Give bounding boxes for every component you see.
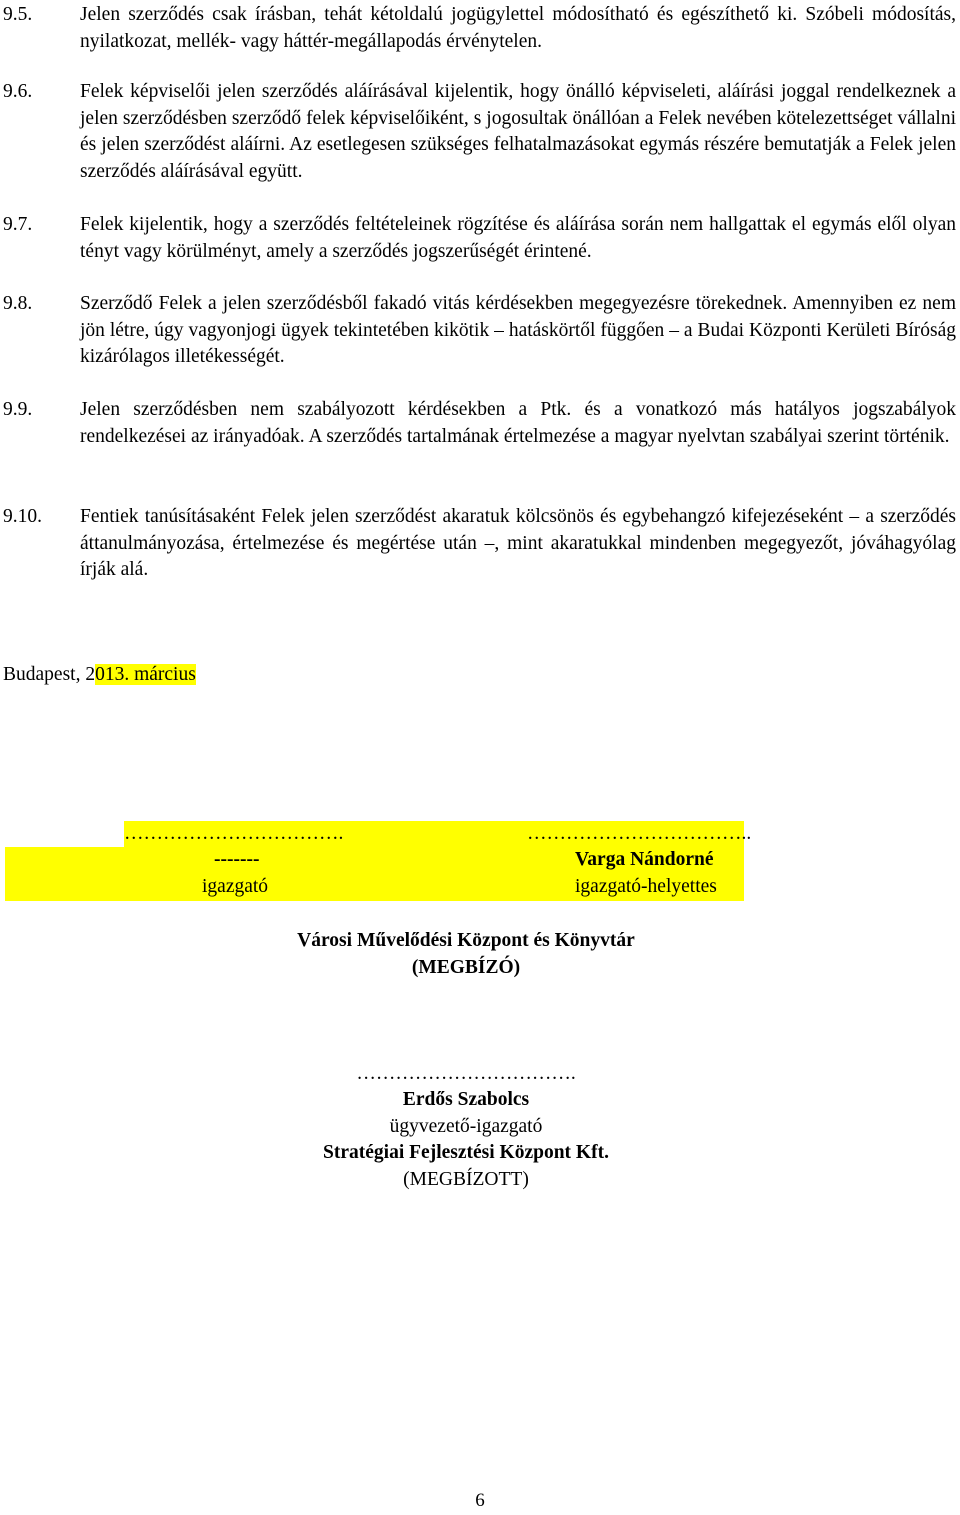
clause-text: Jelen szerződés csak írásban, tehát kétoldalú jogügylettel módosítható és egészíthető ki. Szóbeli módosítás, nyilatkozat, mellék- vagy háttér-megállapodás érvénytelen. bbox=[80, 4, 956, 52]
contractor-signatory-title: ügyvezető-igazgató bbox=[389, 1116, 543, 1137]
left-signatory-name: ------- bbox=[214, 849, 260, 870]
clause-text: Felek képviselői jelen szerződés aláírásával kijelentik, hogy önálló képviseleti, aláírási joggal rendelkeznek a jelen szerződésben szerződő felek képviselőiként, s jogosultak önállóan a Felek nevében kötelezettséget vállalni és jelen szerződést aláírni. Az esetlegesen szükséges felhatalmazásokat egymás részére bemutatják a Felek jelen szerződés aláírásával együtt. bbox=[80, 81, 956, 182]
clause-number: 9.9. bbox=[3, 399, 33, 420]
contractor-signature-line: ……………………………. bbox=[356, 1063, 576, 1084]
right-signatory-title: igazgató-helyettes bbox=[575, 876, 717, 897]
contractor-organization: Stratégiai Fejlesztési Központ Kft. bbox=[323, 1142, 609, 1163]
clause-9-9 bbox=[3, 397, 956, 450]
clause-9-10 bbox=[3, 504, 956, 584]
left-signatory-title: igazgató bbox=[202, 876, 269, 897]
right-signature-line: …………………………….. bbox=[527, 823, 752, 844]
client-role: (MEGBÍZÓ) bbox=[411, 957, 521, 978]
clause-number: 9.5. bbox=[3, 4, 33, 25]
place-text: Budapest, 2 bbox=[3, 664, 96, 685]
contractor-signatory-name: Erdős Szabolcs bbox=[402, 1089, 530, 1110]
date-highlighted: 013. március bbox=[95, 664, 196, 685]
place-and-date bbox=[3, 662, 196, 689]
clause-9-8 bbox=[3, 291, 956, 371]
clause-number: 9.7. bbox=[3, 214, 33, 235]
page-number: 6 bbox=[475, 1490, 485, 1511]
clause-text: Felek kijelentik, hogy a szerződés feltételeinek rögzítése és aláírása során nem hallgattak el egymás elől olyan tényt vagy körülményt, amely a szerződés jogszerűségét érintené. bbox=[80, 214, 956, 262]
clause-9-5 bbox=[3, 2, 956, 55]
clause-9-6 bbox=[3, 79, 956, 185]
clause-9-7 bbox=[3, 212, 956, 265]
clause-number: 9.10. bbox=[3, 506, 42, 527]
right-signatory-name: Varga Nándorné bbox=[575, 849, 714, 870]
clause-number: 9.8. bbox=[3, 293, 33, 314]
clause-text: Szerződő Felek a jelen szerződésből fakadó vitás kérdésekben megegyezésre törekednek. Amennyiben ez nem jön létre, úgy vagyonjogi ügyek tekintetében kikötik – hatáskörtől függően – a Budai Központi Kerületi Bíróság kizárólagos illetékességét. bbox=[80, 293, 956, 367]
contractor-role: (MEGBÍZOTT) bbox=[403, 1169, 529, 1190]
clause-text: Jelen szerződésben nem szabályozott kérdésekben a Ptk. és a vonatkozó más hatályos jogszabályok rendelkezései az irányadóak. A szerződés tartalmának értelmezése a magyar nyelvtan szabályai szerint történik. bbox=[80, 399, 956, 447]
left-signature-line: ……………………………. bbox=[124, 823, 344, 844]
clause-text: Fentiek tanúsításaként Felek jelen szerződést akaratuk kölcsönös és egybehangzó kifejezéseként – a szerződés áttanulmányozása, értelmezése és megértése után –, mint akaratukkal mindenben megegyezőt, jóváhagyólag írják alá. bbox=[80, 506, 956, 580]
clause-number: 9.6. bbox=[3, 81, 33, 102]
client-organization: Városi Művelődési Központ és Könyvtár bbox=[297, 930, 635, 951]
